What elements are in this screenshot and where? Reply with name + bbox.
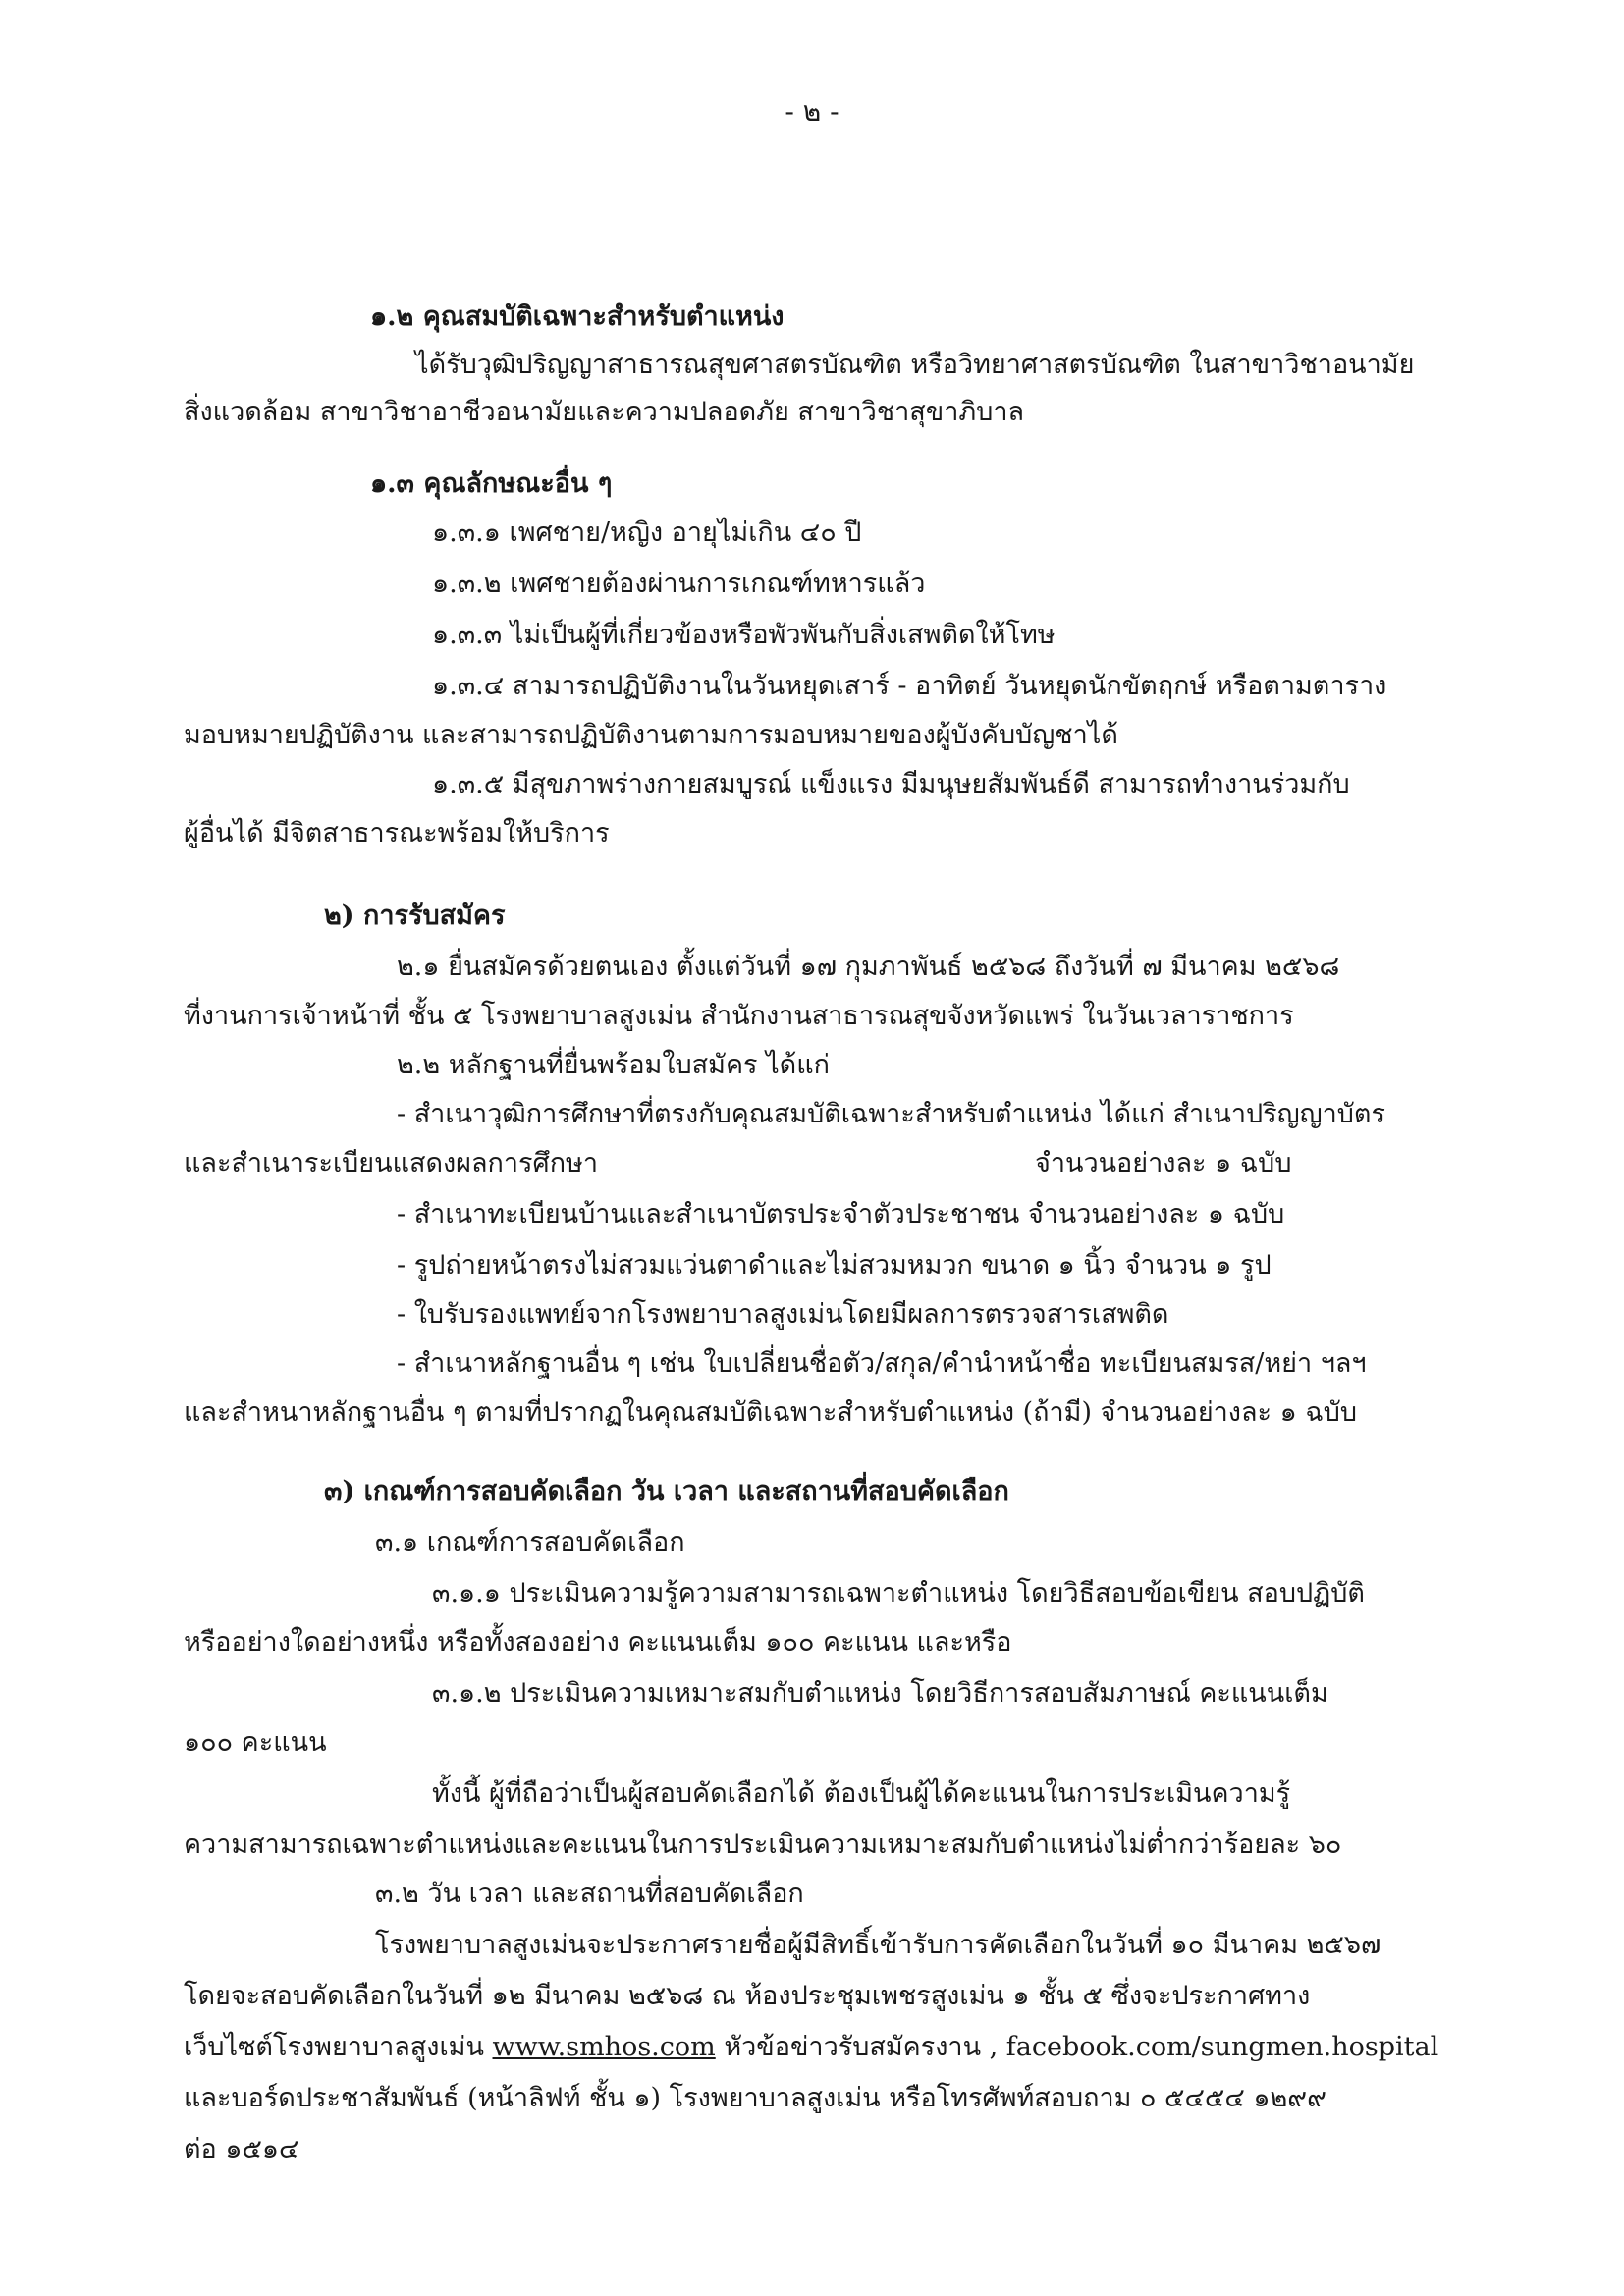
section-3-1-heading: ๓.๑ เกณฑ์การสอบคัดเลือก [375,1527,685,1558]
section-1-3-heading: ๑.๓ คุณลักษณะอื่น ๆ [370,468,613,499]
bullet-1-quantity: จำนวนอย่างละ ๑ ฉบับ [1035,1148,1292,1178]
website-text: เว็บไซต์โรงพยาบาลสูงเม่น [184,2032,493,2062]
section-1-2-line-1: ได้รับวุฒิปริญญาสาธารณสุขศาสตรบัณฑิต หรือวิทยาศาสตรบัณฑิต ในสาขาวิชาอนามัย [415,350,1415,380]
bullet-1-line-1: - สำเนาวุฒิการศึกษาที่ตรงกับคุณสมบัติเฉพาะสำหรับตำแหน่ง ได้แก่ สำเนาปริญญาบัตร [397,1099,1385,1129]
section-1-2-heading: ๑.๒ คุณสมบัติเฉพาะสำหรับตำแหน่ง [370,301,785,332]
item-1-3-5-line-1: ๑.๓.๕ มีสุขภาพร่างกายสมบูรณ์ แข็งแรง มีมนุษยสัมพันธ์ดี สามารถทำงานร่วมกับ [432,769,1350,799]
announcement-line-1: โรงพยาบาลสูงเม่นจะประกาศรายชื่อผู้มีสิทธิ์เข้ารับการคัดเลือกในวันที่ ๑๐ มีนาคม ๒๕๖๗ [375,1930,1381,1960]
bullet-2: - สำเนาทะเบียนบ้านและสำเนาบัตรประจำตัวประชาชน จำนวนอย่างละ ๑ ฉบับ [397,1199,1285,1230]
bullet-5-line-1: - สำเนาหลักฐานอื่น ๆ เช่น ใบเปลี่ยนชื่อตัว/สกุล/คำนำหน้าชื่อ ทะเบียนสมรส/หย่า ฯลฯ [397,1348,1367,1379]
item-3-1-2-line-1: ๓.๑.๒ ประเมินความเหมาะสมกับตำแหน่ง โดยวิธีการสอบสัมภาษณ์ คะแนนเต็ม [432,1678,1328,1709]
item-3-1-2-line-2: ๑๐๐ คะแนน [184,1727,327,1758]
bullet-5-line-2: และสำหนาหลักฐานอื่น ๆ ตามที่ปรากฏในคุณสมบัติเฉพาะสำหรับตำแหน่ง (ถ้ามี) จำนวนอย่างละ ๑ ฉบับ [184,1397,1358,1428]
item-1-3-3: ๑.๓.๓ ไม่เป็นผู้ที่เกี่ยวข้องหรือพัวพันกับสิ่งเสพติดให้โทษ [432,620,1056,650]
bullet-3: - รูปถ่ายหน้าตรงไม่สวมแว่นตาดำและไม่สวมหมวก ขนาด ๑ นิ้ว จำนวน ๑ รูป [397,1250,1272,1281]
website-link[interactable]: www.smhos.com [492,2032,716,2062]
section-2-2-heading: ๒.๒ หลักฐานที่ยื่นพร้อมใบสมัคร ได้แก่ [397,1050,830,1080]
item-3-1-1-line-1: ๓.๑.๑ ประเมินความรู้ความสามารถเฉพาะตำแหน่ง โดยวิธีสอบข้อเขียน สอบปฏิบัติ [432,1578,1365,1609]
announcement-line-3 [184,2025,1438,2067]
section-2-heading: ๒) การรับสมัคร [324,901,506,931]
section-2-1-line-1: ๒.๑ ยื่นสมัครด้วยตนเอง ตั้งแต่วันที่ ๑๗ กุมภาพันธ์ ๒๕๖๘ ถึงวันที่ ๗ มีนาคม ๒๕๖๘ [397,952,1340,982]
section-3-heading: ๓) เกณฑ์การสอบคัดเลือก วัน เวลา และสถานที่สอบคัดเลือก [324,1476,1009,1506]
announcement-line-4: และบอร์ดประชาสัมพันธ์ (หน้าลิฟท์ ชั้น ๑) โรงพยาบาลสูงเม่น หรือโทรศัพท์สอบถาม ๐ ๕๔๕๔ ๑๒๙๙ [184,2083,1326,2113]
section-1-2-line-2: สิ่งแวดล้อม สาขาวิชาอาชีวอนามัยและความปลอดภัย สาขาวิชาสุขาภิบาล [184,397,1025,427]
note-line-2: ความสามารถเฉพาะตำแหน่งและคะแนนในการประเมินความเหมาะสมกับตำแหน่งไม่ต่ำกว่าร้อยละ ๖๐ [184,1830,1342,1860]
page-number: - ๒ - [785,95,839,128]
item-1-3-5-line-2: ผู้อื่นได้ มีจิตสาธารณะพร้อมให้บริการ [184,818,610,848]
bullet-4: - ใบรับรองแพทย์จากโรงพยาบาลสูงเม่นโดยมีผลการตรวจสารเสพติด [397,1299,1169,1330]
announcement-line-5: ต่อ ๑๕๑๔ [184,2134,299,2164]
note-line-1: ทั้งนี้ ผู้ที่ถือว่าเป็นผู้สอบคัดเลือกได้ ต้องเป็นผู้ได้คะแนนในการประเมินความรู้ [432,1778,1291,1809]
section-2-1-line-2: ที่งานการเจ้าหน้าที่ ชั้น ๕ โรงพยาบาลสูงเม่น สำนักงานสาธารณสุขจังหวัดแพร่ ในวันเวลาราชการ [184,1001,1294,1031]
item-1-3-1: ๑.๓.๑ เพศชาย/หญิง อายุไม่เกิน ๔๐ ปี [432,518,862,548]
item-3-1-1-line-2: หรืออย่างใดอย่างหนึ่ง หรือทั้งสองอย่าง คะแนนเต็ม ๑๐๐ คะแนน และหรือ [184,1627,1012,1658]
item-1-3-4-line-1: ๑.๓.๔ สามารถปฏิบัติงานในวันหยุดเสาร์ - อาทิตย์ วันหยุดนักขัตฤกษ์ หรือตามตาราง [432,671,1387,701]
item-1-3-4-line-2: มอบหมายปฏิบัติงาน และสามารถปฏิบัติงานตามการมอบหมายของผู้บังคับบัญชาได้ [184,720,1118,750]
facebook-text: หัวข้อข่าวรับสมัครงาน , facebook.com/sungmen.hospital [715,2032,1439,2062]
announcement-line-2: โดยจะสอบคัดเลือกในวันที่ ๑๒ มีนาคม ๒๕๖๘ ณ ห้องประชุมเพชรสูงเม่น ๑ ชั้น ๕ ซึ่งจะประกาศทาง [184,1981,1311,2011]
item-1-3-2: ๑.๓.๒ เพศชายต้องผ่านการเกณฑ์ทหารแล้ว [432,569,926,599]
section-3-2-heading: ๓.๒ วัน เวลา และสถานที่สอบคัดเลือก [375,1879,804,1909]
bullet-1-line-2: และสำเนาระเบียนแสดงผลการศึกษา [184,1148,599,1178]
